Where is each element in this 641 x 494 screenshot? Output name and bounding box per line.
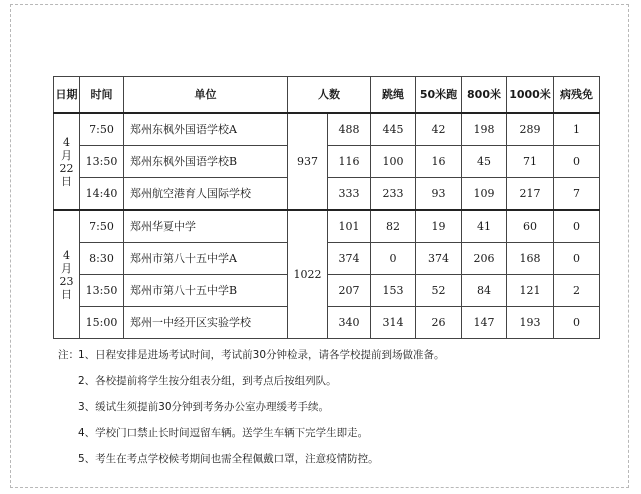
run50-cell: 42 xyxy=(416,113,462,146)
time-cell: 14:40 xyxy=(80,178,124,211)
unit-cell: 郑州一中经开区实验学校 xyxy=(124,307,288,339)
people-cell: 374 xyxy=(328,243,371,275)
notes-label: 注： xyxy=(58,349,79,361)
run800-cell: 45 xyxy=(462,146,507,178)
exempt-cell: 1 xyxy=(554,113,600,146)
unit-cell: 郑州华夏中学 xyxy=(124,210,288,243)
unit-cell: 郑州东枫外国语学校B xyxy=(124,146,288,178)
rope-cell: 314 xyxy=(371,307,416,339)
run50-cell: 93 xyxy=(416,178,462,211)
exempt-cell: 0 xyxy=(554,210,600,243)
unit-cell: 郑州市第八十五中学B xyxy=(124,275,288,307)
time-cell: 7:50 xyxy=(80,113,124,146)
rope-cell: 82 xyxy=(371,210,416,243)
people-cell: 340 xyxy=(328,307,371,339)
time-cell: 13:50 xyxy=(80,275,124,307)
header-run50: 50米跑 xyxy=(416,77,462,114)
run800-cell: 206 xyxy=(462,243,507,275)
header-unit: 单位 xyxy=(124,77,288,114)
people-cell: 116 xyxy=(328,146,371,178)
run800-cell: 84 xyxy=(462,275,507,307)
run1000-cell: 71 xyxy=(507,146,554,178)
run800-cell: 109 xyxy=(462,178,507,211)
header-run800: 800米 xyxy=(462,77,507,114)
header-rope: 跳绳 xyxy=(371,77,416,114)
note-item: 注：1、日程安排是进场考试时间，考试前30分钟检录，请各学校提前到场做准备。 xyxy=(58,349,445,361)
header-run1000: 1000米 xyxy=(507,77,554,114)
total-cell: 937 xyxy=(288,113,328,210)
time-cell: 7:50 xyxy=(80,210,124,243)
run50-cell: 52 xyxy=(416,275,462,307)
people-cell: 207 xyxy=(328,275,371,307)
header-row xyxy=(54,77,600,114)
header-date: 日期 xyxy=(54,77,80,114)
unit-cell: 郑州东枫外国语学校A xyxy=(124,113,288,146)
people-cell: 101 xyxy=(328,210,371,243)
note-item: 3、缓试生须提前30分钟到考务办公室办理缓考手续。 xyxy=(78,401,330,413)
people-cell: 488 xyxy=(328,113,371,146)
run50-cell: 374 xyxy=(416,243,462,275)
total-cell: 1022 xyxy=(288,210,328,339)
unit-cell: 郑州航空港育人国际学校 xyxy=(124,178,288,211)
header-people: 人数 xyxy=(288,77,371,114)
run800-cell: 41 xyxy=(462,210,507,243)
note-item: 2、各校提前将学生按分组表分组，到考点后按组列队。 xyxy=(78,375,337,387)
people-cell: 333 xyxy=(328,178,371,211)
header-exempt: 病残免 xyxy=(554,77,600,114)
rope-cell: 100 xyxy=(371,146,416,178)
date-cell: 4 月 23 日 xyxy=(54,210,80,339)
exempt-cell: 0 xyxy=(554,146,600,178)
time-cell: 13:50 xyxy=(80,146,124,178)
run50-cell: 16 xyxy=(416,146,462,178)
run1000-cell: 168 xyxy=(507,243,554,275)
run1000-cell: 121 xyxy=(507,275,554,307)
exempt-cell: 0 xyxy=(554,307,600,339)
rope-cell: 0 xyxy=(371,243,416,275)
date-cell: 4 月 22 日 xyxy=(54,113,80,210)
exam-schedule-table xyxy=(53,76,600,339)
note-item: 4、学校门口禁止长时间逗留车辆。送学生车辆下完学生即走。 xyxy=(78,427,369,439)
table-row xyxy=(54,113,600,146)
rope-cell: 153 xyxy=(371,275,416,307)
unit-cell: 郑州市第八十五中学A xyxy=(124,243,288,275)
run1000-cell: 60 xyxy=(507,210,554,243)
rope-cell: 233 xyxy=(371,178,416,211)
note-item: 5、考生在考点学校候考期间也需全程佩戴口罩，注意疫情防控。 xyxy=(78,453,379,465)
run1000-cell: 289 xyxy=(507,113,554,146)
run800-cell: 147 xyxy=(462,307,507,339)
run1000-cell: 193 xyxy=(507,307,554,339)
header-time: 时间 xyxy=(80,77,124,114)
exempt-cell: 7 xyxy=(554,178,600,211)
run50-cell: 26 xyxy=(416,307,462,339)
exempt-cell: 2 xyxy=(554,275,600,307)
time-cell: 8:30 xyxy=(80,243,124,275)
table-row xyxy=(54,210,600,243)
rope-cell: 445 xyxy=(371,113,416,146)
run800-cell: 198 xyxy=(462,113,507,146)
run1000-cell: 217 xyxy=(507,178,554,211)
run50-cell: 19 xyxy=(416,210,462,243)
time-cell: 15:00 xyxy=(80,307,124,339)
exempt-cell: 0 xyxy=(554,243,600,275)
